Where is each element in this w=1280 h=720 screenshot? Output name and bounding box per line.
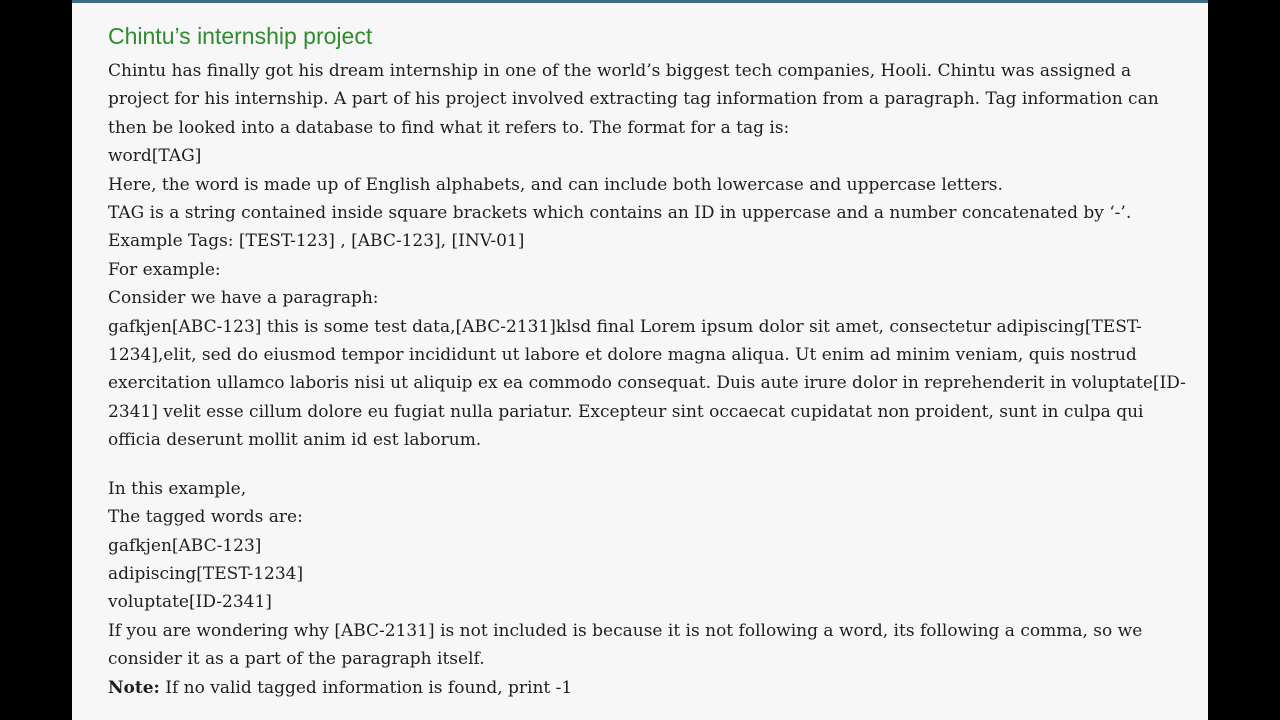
problem-title: Chintu’s internship project <box>108 23 373 49</box>
in-this-example-label: In this example, <box>108 478 247 499</box>
spacer <box>108 455 1188 475</box>
problem-panel <box>72 0 1208 720</box>
tagged-word: adipiscing[TEST-1234] <box>108 563 304 584</box>
sample-paragraph: gafkjen[ABC-123] this is some test data,[ABC-2131]klsd final Lorem ipsum dolor sit amet, consectetur adipiscing[TEST-1234],elit, sed do eiusmod tempor incididunt ut labore et dolore magna aliqua. Ut enim ad minim veniam, quis nostrud exercitation ullamco laboris nisi ut aliquip ex ea commodo consequat. Duis aute irure dolor in reprehenderit in voluptate[ID-2341] velit esse cillum dolore eu fugiat nulla pariatur. Excepteur sint occaecat cupidatat non proident, sunt in culpa qui officia deserunt mollit anim id est laborum. <box>108 316 1186 451</box>
tag-format: word[TAG] <box>108 146 202 167</box>
tagged-words-intro: The tagged words are: <box>108 507 303 528</box>
consider-label: Consider we have a paragraph: <box>108 288 379 309</box>
note-text: If no valid tagged information is found, print -1 <box>165 677 573 698</box>
explanation-paragraph: If you are wondering why [ABC-2131] is not included is because it is not following a word, its following a comma, so we consider it as a part of the paragraph itself. <box>108 620 1143 670</box>
intro-paragraph: Chintu has finally got his dream internship in one of the world’s biggest tech companies, Hooli. Chintu was assigned a project for his internship. A part of his project involved extracting tag information from a paragraph. Tag information can then be looked into a database to find what it refers to. The format for a tag is: <box>108 61 1159 138</box>
tagged-word: voluptate[ID-2341] <box>108 592 272 613</box>
note-line <box>108 674 1188 702</box>
tag-description: TAG is a string contained inside square brackets which contains an ID in uppercase and a number concatenated by ‘-’. <box>108 203 1132 224</box>
problem-content <box>108 21 1188 702</box>
example-tags: Example Tags: [TEST-123] , [ABC-123], [INV-01] <box>108 231 525 252</box>
note-label: Note: <box>108 677 160 698</box>
for-example-label: For example: <box>108 259 221 280</box>
tagged-word: gafkjen[ABC-123] <box>108 535 262 556</box>
word-description: Here, the word is made up of English alphabets, and can include both lowercase and uppercase letters. <box>108 174 1003 195</box>
